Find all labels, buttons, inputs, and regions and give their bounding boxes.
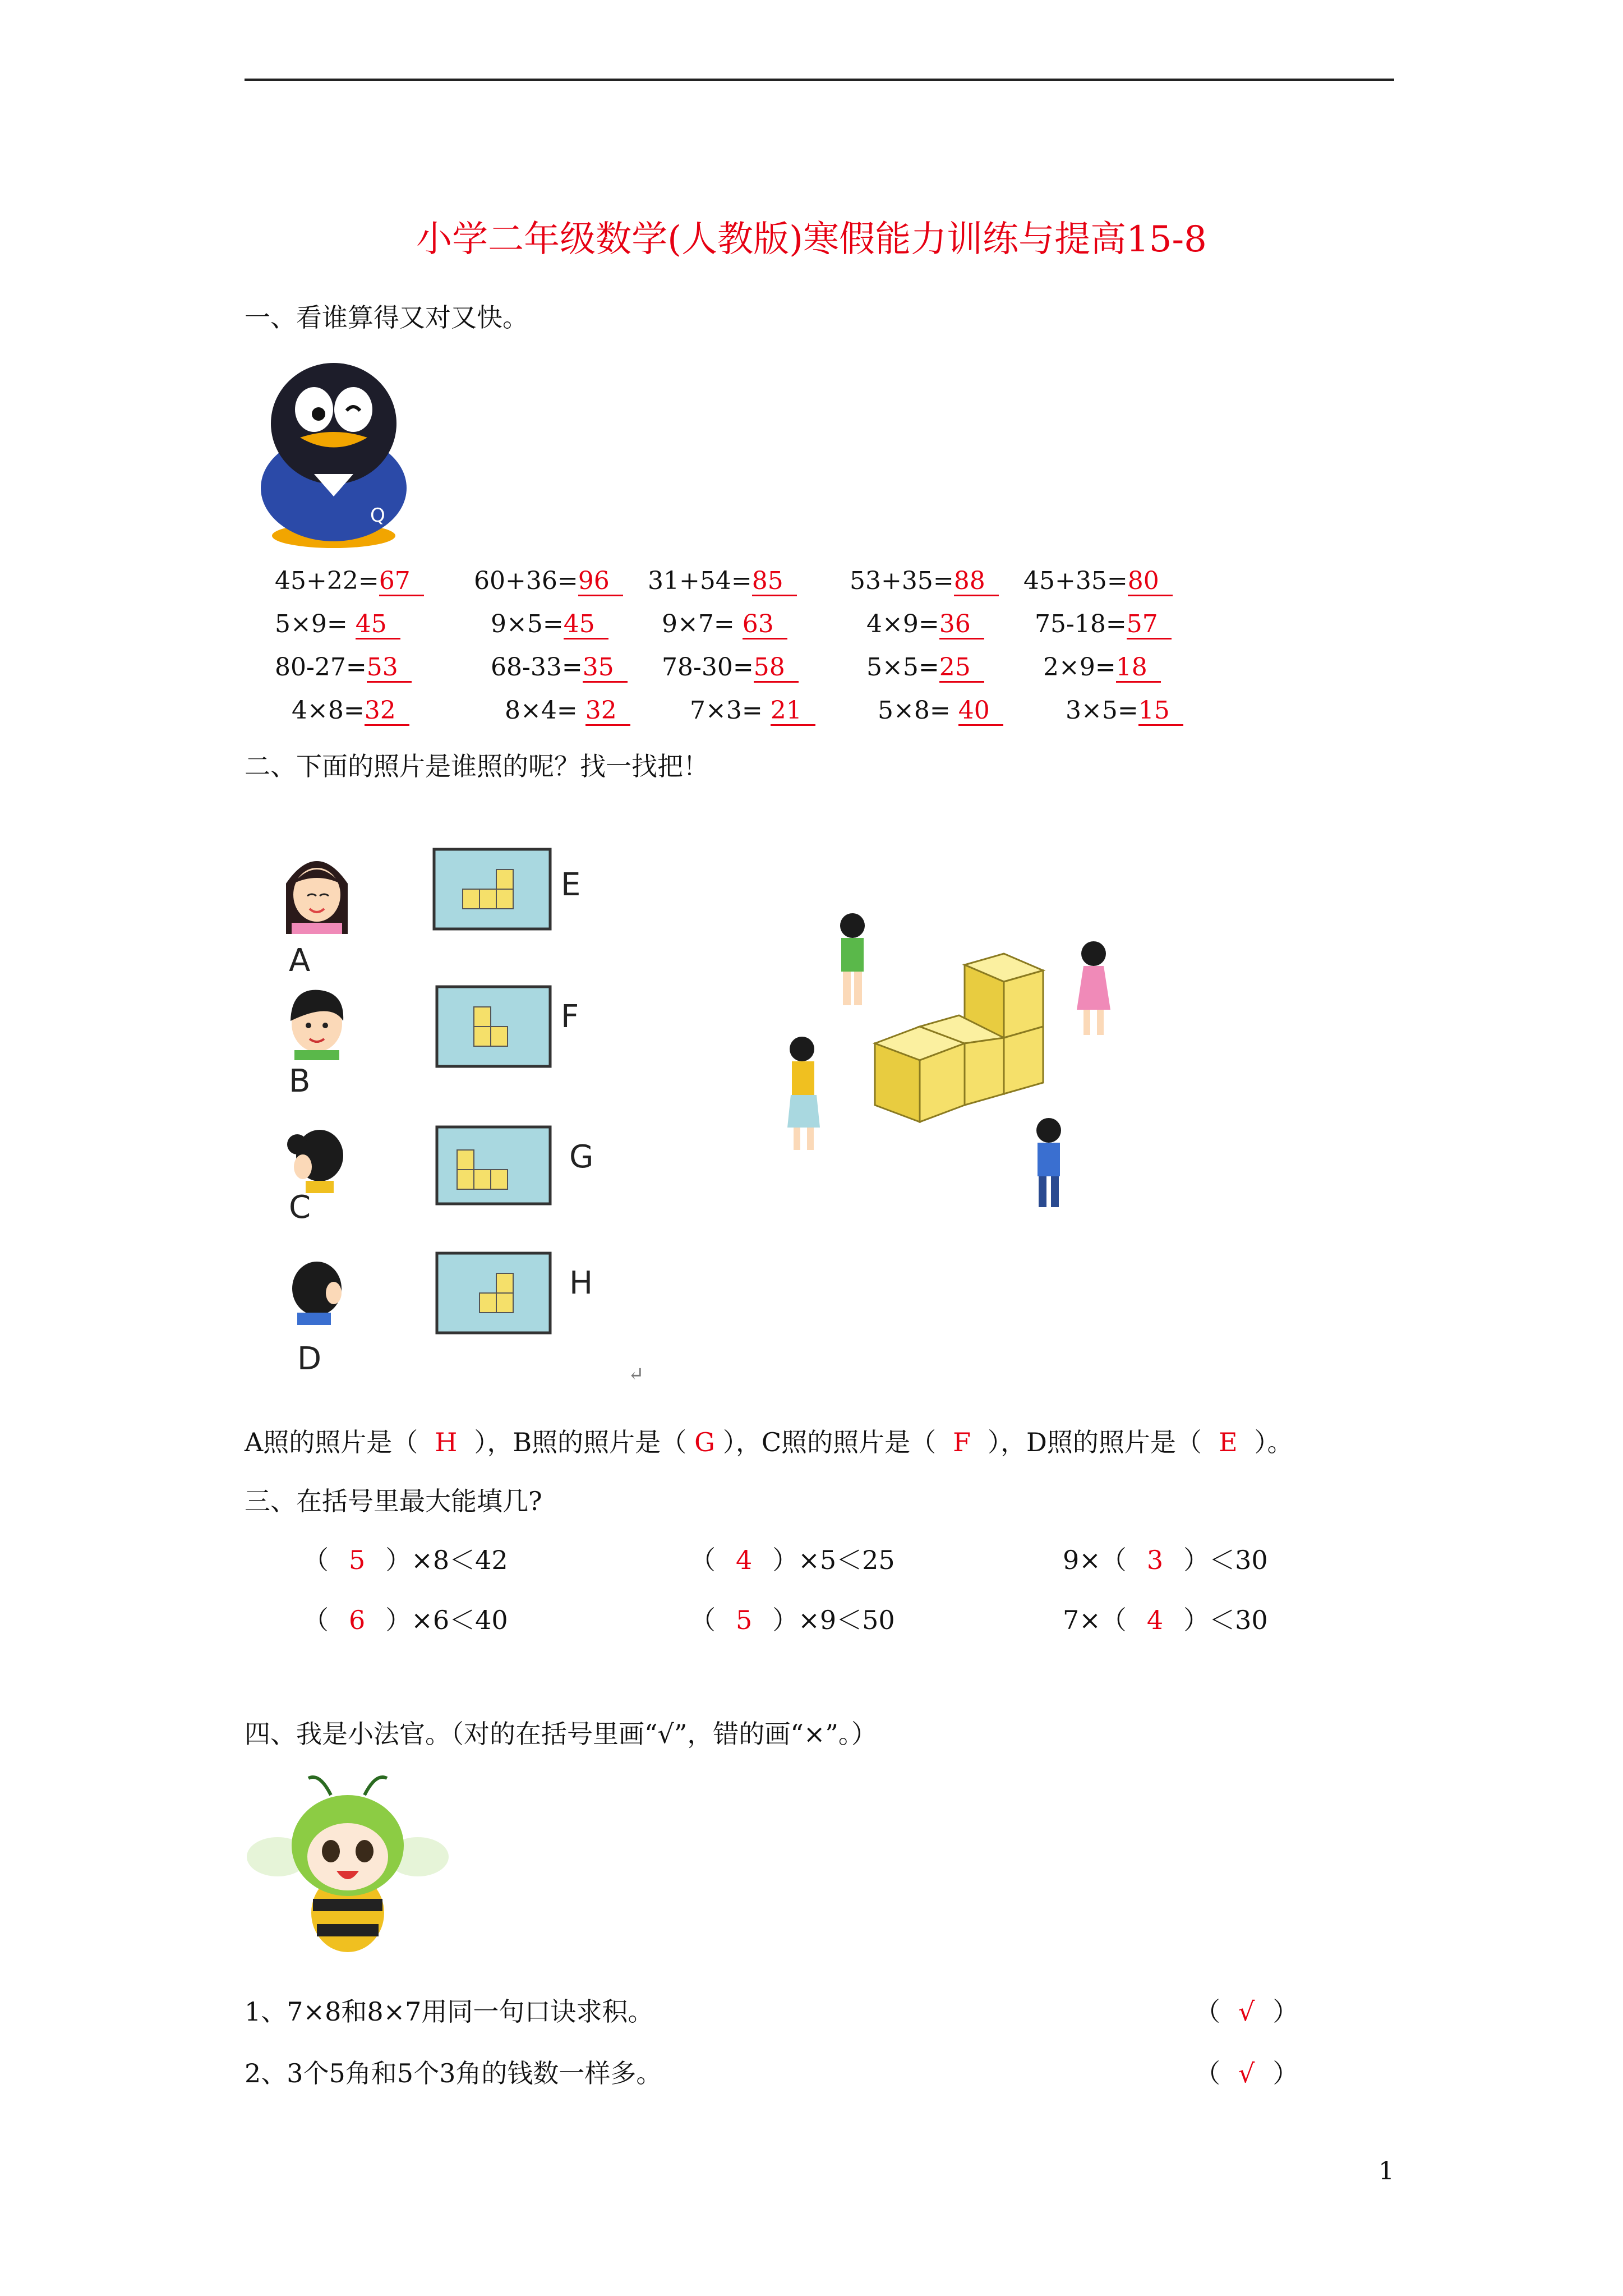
inequality-prefix: （: [303, 1605, 329, 1635]
calc-answer: 32: [585, 697, 630, 726]
calc-answer: 15: [1138, 697, 1183, 726]
calc-item: [1035, 610, 1172, 639]
calc-item: [690, 696, 815, 726]
photo-h: [435, 1251, 552, 1335]
section-1-heading: 一、看谁算得又对又快。: [245, 302, 528, 333]
calc-answer: 88: [954, 568, 999, 596]
calc-item: [275, 567, 424, 596]
calc-question: 53+35=: [850, 567, 954, 595]
paren-close: ）: [1272, 1996, 1299, 2027]
inequality-answer: 4: [1146, 1605, 1164, 1635]
child-a-illustration: [280, 850, 353, 934]
inequality-prefix: 9×（: [1063, 1545, 1127, 1575]
inequality-item: [303, 1600, 508, 1637]
photo-label-e: E: [561, 867, 581, 903]
calc-question: 4×8=: [292, 696, 365, 725]
calc-answer: 32: [365, 697, 409, 726]
calc-item: [662, 610, 787, 639]
calc-question: 75-18=: [1035, 610, 1127, 638]
bee-illustration: [247, 1773, 449, 1958]
inequality-suffix: ）×6＜40: [385, 1605, 508, 1635]
check-mark-answer: √: [1238, 2058, 1255, 2088]
child-d-illustration: [280, 1254, 353, 1327]
calc-answer: 45: [356, 611, 400, 639]
calc-answer: 80: [1128, 568, 1173, 596]
calc-item: [505, 696, 630, 726]
page-title: 小学二年级数学(人教版)寒假能力训练与提高15-8: [416, 219, 1207, 260]
calc-answer: 40: [958, 697, 1003, 726]
calc-item: [275, 653, 412, 683]
calc-item: [662, 653, 799, 683]
calc-answer: 21: [771, 697, 815, 726]
photo-e: [432, 847, 552, 931]
calc-answer: 53: [367, 654, 412, 683]
photo-g: [435, 1125, 552, 1206]
calc-question: 31+54=: [648, 567, 752, 595]
inequality-item: [1063, 1600, 1268, 1637]
page-number: 1: [1378, 2157, 1394, 2185]
calc-item: [866, 653, 984, 683]
inequality-answer: 4: [736, 1545, 753, 1575]
inequality-prefix: （: [690, 1545, 716, 1575]
paren-close: ）: [1272, 2058, 1299, 2088]
child-c-illustration: [280, 1122, 353, 1195]
paren-open: （: [1195, 2058, 1220, 2088]
photo-label-f: F: [561, 999, 579, 1035]
inequality-item: [690, 1540, 895, 1577]
calc-answer: 45: [564, 611, 608, 639]
calc-question: 9×5=: [491, 610, 564, 638]
calc-item: [292, 696, 409, 726]
inequality-suffix: ）×9＜50: [772, 1605, 895, 1635]
judge-answer-box: [1195, 2053, 1298, 2090]
calc-question: 3×5=: [1066, 696, 1138, 725]
calc-answer: 67: [379, 568, 424, 596]
calc-item: [491, 653, 628, 683]
calc-item: [866, 610, 984, 639]
judge-statement: 2、3个5角和5个3角的钱数一样多。: [245, 2058, 662, 2088]
calc-question: 5×8=: [878, 696, 958, 725]
photo-f: [435, 984, 552, 1069]
calc-question: 80-27=: [275, 653, 367, 682]
calc-question: 60+36=: [474, 567, 578, 595]
calc-item: [474, 567, 623, 596]
calc-item: [850, 567, 999, 596]
section-4-heading: 四、我是小法官。（对的在括号里画“√”，错的画“×”。）: [245, 1719, 877, 1749]
section-2-answer-line: A照的照片是（ H ），B照的照片是（ G ），C照的照片是（ F ），D照的照片是（ E ）。: [245, 1427, 1293, 1457]
calc-answer: 63: [743, 611, 787, 639]
inequality-prefix: 7×（: [1063, 1605, 1127, 1635]
calc-question: 2×9=: [1043, 653, 1116, 682]
cube-scene-illustration: [768, 909, 1138, 1223]
calc-item: [1023, 567, 1173, 596]
person-label-d: D: [297, 1341, 322, 1377]
calc-question: 5×5=: [866, 653, 939, 682]
person-label-c: C: [289, 1189, 311, 1226]
section-3-heading: 三、在括号里最大能填几?: [245, 1486, 542, 1516]
calc-answer: 18: [1116, 654, 1161, 683]
calc-question: 9×7=: [662, 610, 743, 638]
calc-question: 7×3=: [690, 696, 771, 725]
calc-item: [878, 696, 1003, 726]
calc-question: 45+35=: [1023, 567, 1128, 595]
person-label-b: B: [289, 1063, 311, 1099]
inequality-answer: 5: [349, 1545, 366, 1575]
calc-question: 45+22=: [275, 567, 379, 595]
child-top-left: [840, 913, 865, 1005]
calc-question: 68-33=: [491, 653, 583, 682]
inequality-item: [1063, 1540, 1268, 1577]
calc-answer: 36: [939, 611, 984, 639]
calc-answer: 85: [752, 568, 797, 596]
judge-answer-box: [1195, 1991, 1298, 2028]
calc-question: 4×9=: [866, 610, 939, 638]
inequality-prefix: （: [303, 1545, 329, 1575]
person-label-a: A: [289, 942, 311, 979]
calc-item: [275, 610, 400, 639]
inequality-suffix: ）×8＜42: [385, 1545, 508, 1575]
return-mark: ↵: [628, 1363, 644, 1386]
calc-question: 5×9=: [275, 610, 356, 638]
inequality-item: [690, 1600, 895, 1637]
inequality-suffix: ）×5＜25: [772, 1545, 895, 1575]
penguin-illustration: [252, 359, 415, 550]
calc-answer: 58: [754, 654, 799, 683]
inequality-suffix: ）＜30: [1183, 1545, 1268, 1575]
calc-item: [1043, 653, 1161, 683]
calc-answer: 96: [578, 568, 623, 596]
child-b-illustration: [280, 982, 353, 1060]
paren-open: （: [1195, 1996, 1220, 2027]
section-2-heading: 二、下面的照片是谁照的呢？找一找把！: [245, 751, 709, 781]
calc-answer: 25: [939, 654, 984, 683]
inequality-answer: 5: [736, 1605, 753, 1635]
calc-answer: 35: [583, 654, 628, 683]
calc-answer: 57: [1127, 611, 1172, 639]
svg-text:Q: Q: [370, 504, 385, 527]
inequality-answer: 3: [1146, 1545, 1164, 1575]
judge-statement: 1、7×8和8×7用同一句口诀求积。: [245, 1996, 654, 2027]
check-mark-answer: √: [1238, 1996, 1255, 2027]
header-rule: [245, 79, 1394, 81]
photo-label-h: H: [569, 1265, 593, 1301]
inequality-suffix: ）＜30: [1183, 1605, 1268, 1635]
calc-question: 78-30=: [662, 653, 754, 682]
calc-item: [648, 567, 797, 596]
inequality-prefix: （: [690, 1605, 716, 1635]
inequality-item: [303, 1540, 508, 1577]
calc-item: [1066, 696, 1183, 726]
calc-item: [491, 610, 608, 639]
inequality-answer: 6: [349, 1605, 366, 1635]
calc-question: 8×4=: [505, 696, 585, 725]
photo-label-g: G: [569, 1139, 594, 1175]
